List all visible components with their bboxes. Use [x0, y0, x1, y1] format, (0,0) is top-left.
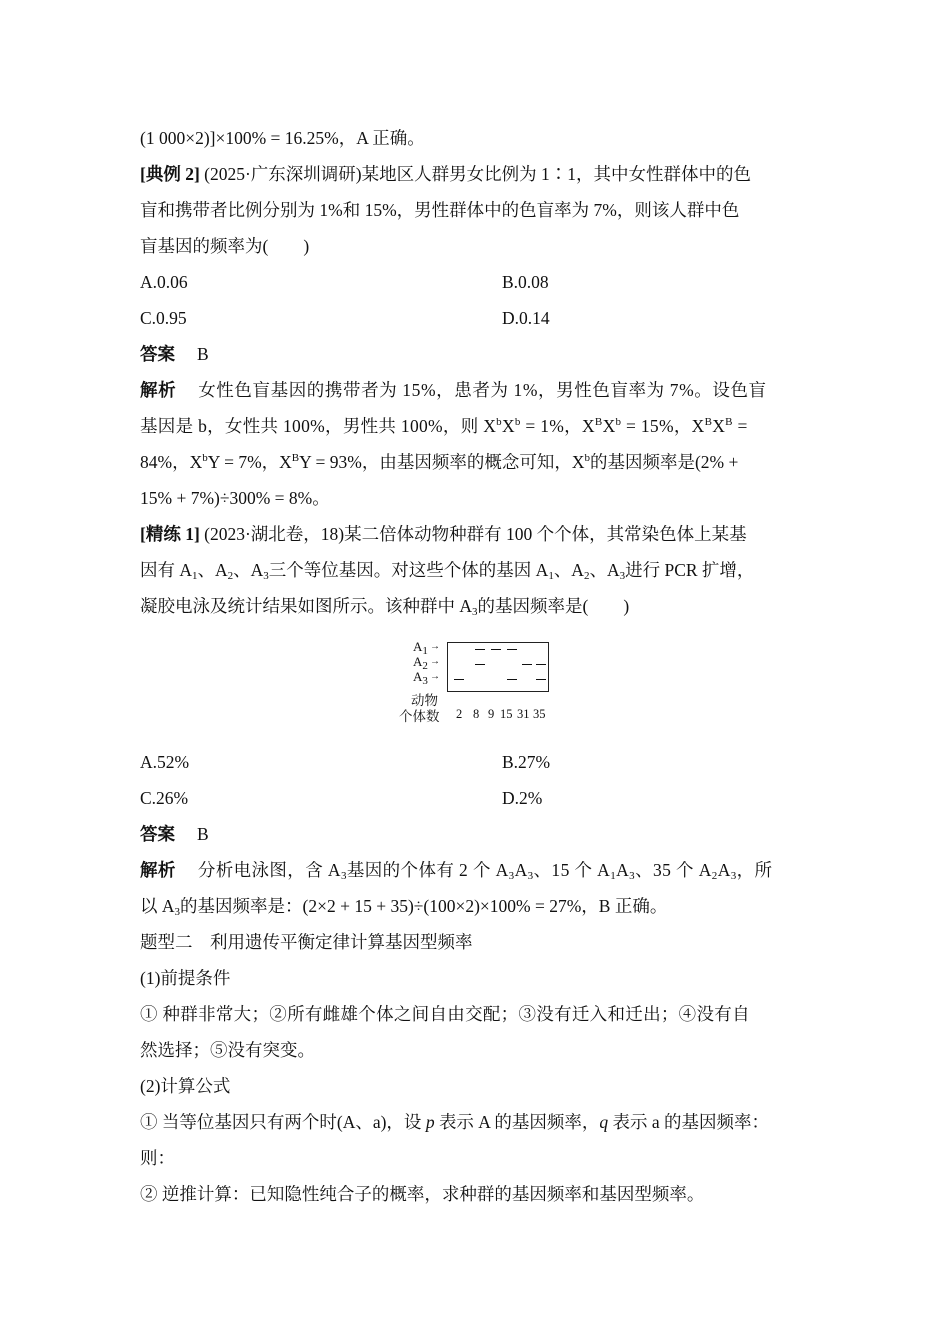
x-tick: 35: [533, 707, 546, 721]
option-d: D.0.14: [502, 308, 550, 328]
band-a3-lane1: [454, 679, 464, 680]
analysis-line: 15% + 7%)÷300% = 8%。: [140, 488, 330, 508]
band-a1-lane2: [475, 649, 485, 650]
x-tick: 31: [517, 707, 530, 721]
example-2-stem-line: 盲和携带者比例分别为 1%和 15%，男性群体中的色盲率为 7%，则该人群中色: [140, 200, 740, 220]
option-c: C.0.95: [140, 308, 187, 328]
text-line: ① 当等位基因只有两个时(A、a)，设 p 表示 A 的基因频率，q 表示 a 的基因频率：: [140, 1112, 770, 1132]
practice-1-stem-line: [精练 1] (2023·湖北卷，18)某二倍体动物种群有 100 个个体，其常染色体上某基: [140, 524, 747, 544]
option-b: B.0.08: [502, 272, 549, 292]
band-a2-lane5: [522, 664, 532, 665]
text-line: 则：: [140, 1148, 175, 1168]
option-a: A.52%: [140, 752, 190, 772]
row-label-a3: $A_3$: [413, 669, 428, 687]
text-line: 然选择；⑤没有突变。: [140, 1040, 315, 1060]
option-b: B.27%: [502, 752, 551, 772]
section-heading: 题型二 利用遗传平衡定律计算基因型频率: [140, 932, 473, 952]
analysis-line: 以 $A_3$的基因频率是：(2×2 + 15 + 35)÷(100×2)×100% = 27%，B 正确。: [140, 896, 668, 918]
x-tick: 8: [473, 707, 480, 721]
analysis-line: 84%，$X^bY = 7\%$，$X^BY = 93\%$，由基因频率的概念可知，$X^b$的基因频率是(2% +: [140, 452, 739, 472]
option-c: C.26%: [140, 788, 189, 808]
x-tick: 15: [500, 707, 513, 721]
band-a1-lane3: [491, 649, 501, 650]
row-label-a1: $A_1$: [413, 639, 428, 657]
subheading: (1)前提条件: [140, 968, 231, 988]
example-2-stem-line: 盲基因的频率为( ): [140, 236, 310, 256]
answer-value: B: [197, 824, 209, 844]
band-a2-lane2: [475, 664, 485, 665]
y-label-line2: 个体数: [399, 709, 440, 724]
answer-value: B: [197, 344, 209, 364]
band-a1-lane4: [507, 649, 517, 650]
answer-line: [140, 342, 209, 366]
y-label-line1: 动物: [411, 693, 438, 708]
example-2-stem-line: [典例 2] (2025·广东深圳调研)某地区人群男女比例为 1∶1，其中女性群体中的色: [140, 164, 752, 184]
option-d: D.2%: [502, 788, 543, 808]
analysis-line: 解析 女性色盲基因的携带者为 15%，患者为 1%，男性色盲率为 7%。设色盲: [140, 380, 767, 400]
answer-line: [140, 822, 209, 846]
practice-tag: [精练 1]: [140, 524, 200, 544]
analysis-line: 解析 分析电泳图，含 $A_3$基因的个体有 2 个 $A_3A_3$、15 个 $A_1A_3$、35 个 $A_2A_3$，所: [140, 860, 773, 882]
practice-1-stem-line: 因有 $A_1$、$A_2$、$A_3$三个等位基因。对这些个体的基因 $A_1$、$A_2$、$A_3$进行 PCR 扩增，: [140, 560, 755, 582]
gel-electrophoresis-figure: [399, 639, 565, 750]
text-line: ② 逆推计算：已知隐性纯合子的概率，求种群的基因频率和基因型频率。: [140, 1184, 705, 1204]
x-tick: 9: [488, 707, 495, 721]
text-line: ① 种群非常大；②所有雌雄个体之间自由交配；③没有迁入和迁出；④没有自: [140, 1004, 750, 1024]
gel-box: [447, 642, 549, 692]
answer-label: 答案: [140, 344, 175, 364]
analysis-label: 解析: [140, 860, 176, 880]
band-a2-lane6: [536, 664, 546, 665]
subheading: (2)计算公式: [140, 1076, 231, 1096]
arrow-right-icon: →: [430, 671, 440, 682]
text-line: (1 000×2)]×100% = 16.25%，A 正确。: [140, 128, 425, 148]
arrow-right-icon: →: [430, 641, 440, 652]
row-label-a2: $A_2$: [413, 654, 428, 672]
band-a3-lane4: [507, 679, 517, 680]
analysis-label: 解析: [140, 380, 177, 400]
analysis-line: 基因是 b，女性共 100%，男性共 100%，则 $X^bX^b = 1\%$，$X^BX^b = 15\%$，$X^BX^B$ =: [140, 416, 748, 436]
practice-1-stem-line: 凝胶电泳及统计结果如图所示。该种群中 $A_3$的基因频率是( ): [140, 596, 630, 618]
band-a3-lane6: [536, 679, 546, 680]
example-tag: [典例 2]: [140, 164, 200, 184]
arrow-right-icon: →: [430, 656, 440, 667]
option-a: A.0.06: [140, 272, 188, 292]
answer-label: 答案: [140, 824, 175, 844]
x-tick: 2: [456, 707, 463, 721]
